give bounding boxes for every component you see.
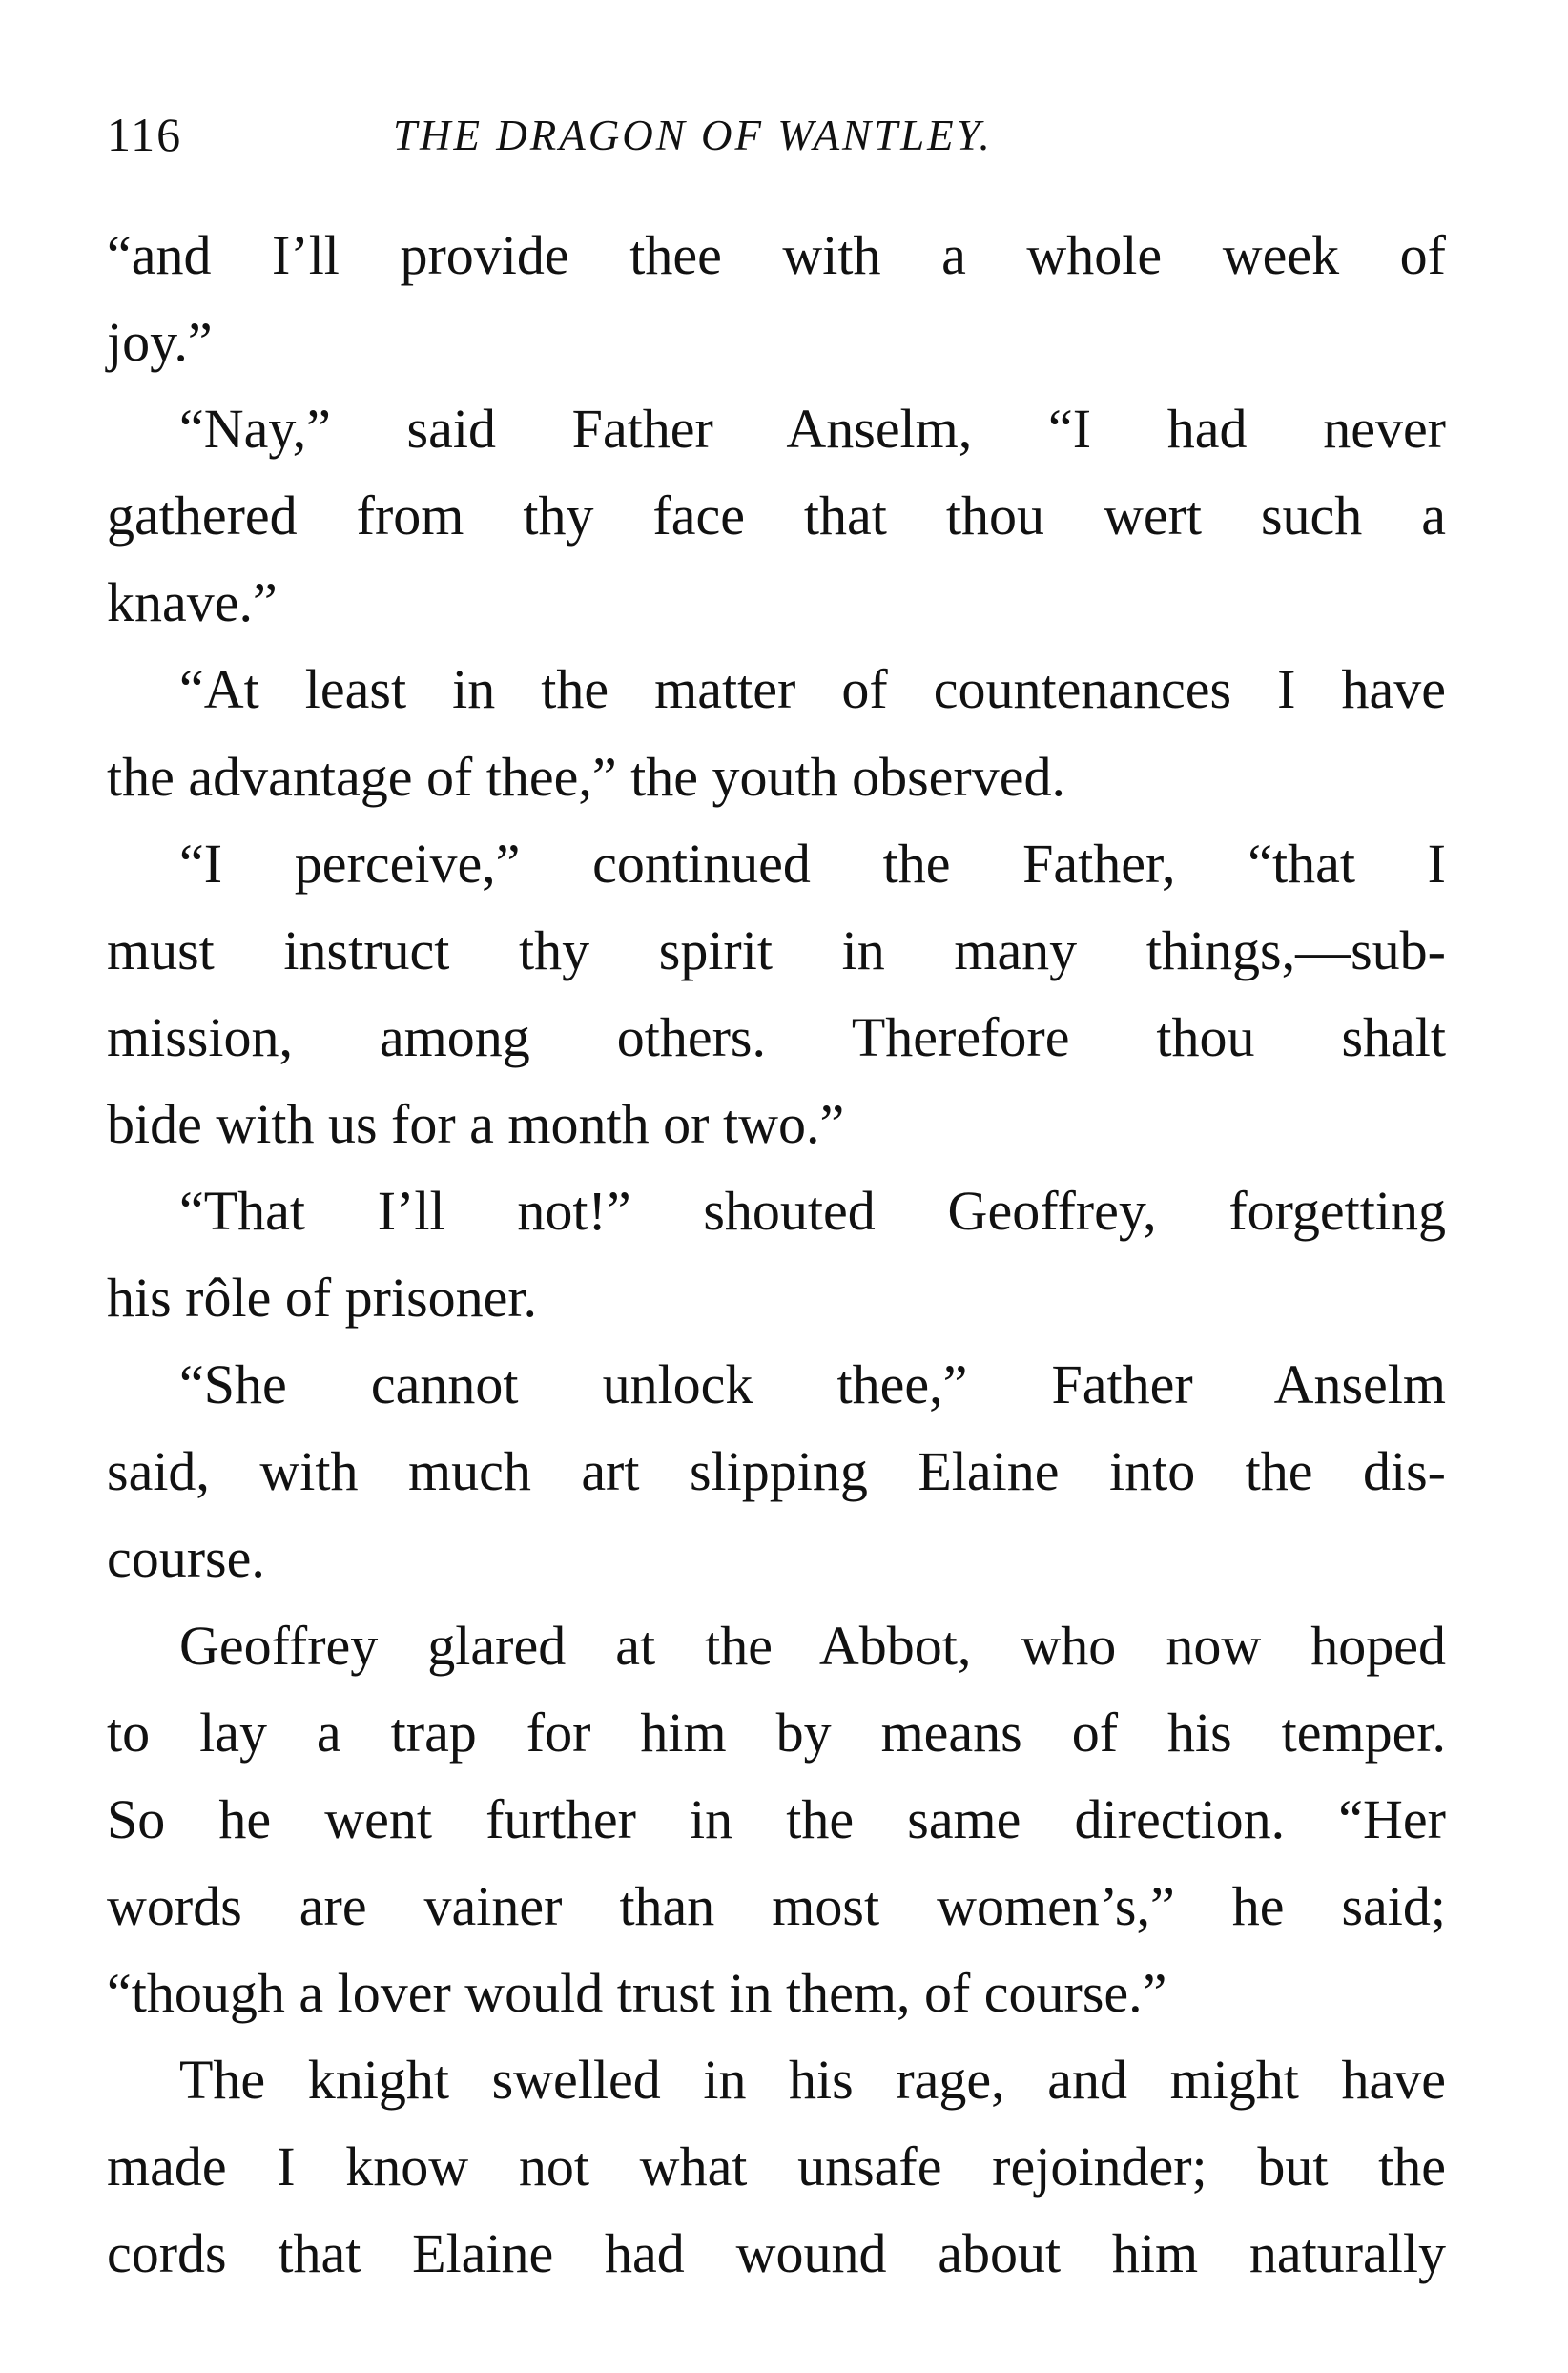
- text-line: knave.”: [107, 571, 278, 634]
- text-line: the advantage of thee,” the youth observed.: [107, 745, 1065, 808]
- text-line: joy.”: [107, 311, 213, 374]
- text-line: made I know not what unsafe rejoinder; but the: [107, 2136, 1446, 2198]
- text-line: “She cannot unlock thee,” Father Anselm: [179, 1353, 1446, 1416]
- text-line: course.: [107, 1527, 265, 1590]
- text-line: words are vainer than most women’s,” he said;: [107, 1874, 1446, 1937]
- text-line: “and I’ll provide thee with a whole week of: [107, 224, 1446, 286]
- text-line: So he went further in the same direction. “Her: [107, 1787, 1446, 1850]
- text-line: to lay a trap for him by means of his temper.: [107, 1701, 1446, 1764]
- text-line: “though a lover would trust in them, of course.”: [107, 1961, 1167, 2024]
- text-line: bide with us for a month or two.”: [107, 1092, 845, 1155]
- page-header: [107, 107, 1442, 174]
- text-line: “That I’ll not!” shouted Geoffrey, forgetting: [179, 1180, 1446, 1243]
- text-line: said, with much art slipping Elaine into the dis-: [107, 1440, 1446, 1503]
- text-line: “Nay,” said Father Anselm, “I had never: [179, 398, 1446, 461]
- text-line: mission, among others. Therefore thou shalt: [107, 1005, 1446, 1068]
- text-line: “I perceive,” continued the Father, “that I: [179, 832, 1446, 895]
- text-line: The knight swelled in his rage, and might have: [179, 2048, 1446, 2111]
- text-line: cords that Elaine had wound about him naturally: [107, 2222, 1446, 2285]
- text-line: his rôle of prisoner.: [107, 1267, 538, 1330]
- text-line: “At least in the matter of countenances I have: [179, 658, 1446, 721]
- page-number: 116: [107, 108, 183, 161]
- body-text: [107, 212, 1446, 2297]
- text-line: gathered from thy face that thou wert such a: [107, 485, 1446, 547]
- text-line: must instruct thy spirit in many things,—sub-: [107, 918, 1446, 981]
- text-line: Geoffrey glared at the Abbot, who now hoped: [179, 1614, 1446, 1677]
- running-title: THE DRAGON OF WANTLEY.: [393, 112, 993, 159]
